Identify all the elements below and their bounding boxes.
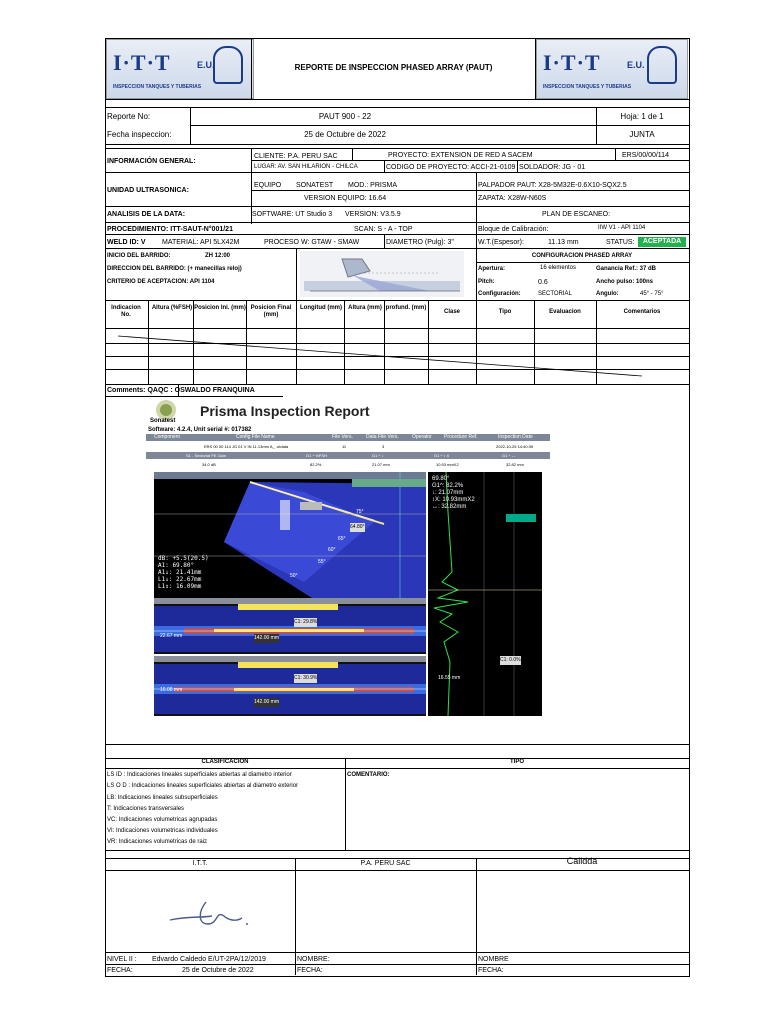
angle-6480: 64.80° xyxy=(350,524,365,530)
zapata: ZAPATA: X28W-N60S xyxy=(478,195,547,202)
clasif-item-5: VI: Indicaciones volumetricas individuales xyxy=(107,828,218,834)
pitch-value: 0.6 xyxy=(538,279,548,286)
wt-label: W.T.(Espesor): xyxy=(478,239,524,246)
ganancia: Ganancia Ref.: 37 dB xyxy=(596,266,657,272)
inicio-barrido-value: ZH 12:00 xyxy=(205,253,231,259)
angle-55: 55° xyxy=(318,559,326,565)
diametro: DIAMETRO (Pulg): 3" xyxy=(386,239,454,246)
equipo-sonatest: SONATEST xyxy=(296,182,334,189)
firma-itt: I.T.T. xyxy=(192,860,208,867)
prisma-cell-filevers: 11 xyxy=(342,444,347,449)
report-title: REPORTE DE INSPECCION PHASED ARRAY (PAUT) xyxy=(294,63,493,72)
ascan-depth-label: 16.55 mm xyxy=(438,675,461,681)
col-altura-mm: Altura (mm) xyxy=(348,305,382,311)
clasif-item-0: LS ID : Indicaciones lineales superficiales abiertas al diametro interior xyxy=(107,772,292,778)
status-label: STATUS: xyxy=(606,239,635,246)
reporte-no-value: PAUT 900 - 22 xyxy=(318,112,372,121)
fecha-calidda-label: FECHA: xyxy=(478,967,504,974)
gate-v4: 32.82 mm xyxy=(506,462,524,467)
prisma-col-procref: Procedure Ref. xyxy=(444,434,478,440)
table-cancel-line xyxy=(118,334,642,378)
fecha-inspeccion-value: 25 de Octubre de 2022 xyxy=(304,130,386,139)
plan-escaneo: PLAN DE ESCANEO: xyxy=(542,211,611,218)
lugar: LUGAR: AV. SAN HILARION - CHILCA xyxy=(254,164,358,170)
equipo-mod: MOD.: PRISMA xyxy=(348,182,398,189)
clasif-item-4: VC: Indicaciones volumetricas agrupadas xyxy=(107,817,218,823)
configuracion-label: Configuración: xyxy=(478,291,521,297)
signature xyxy=(168,898,258,932)
angle-50: 50° xyxy=(290,573,298,579)
prisma-col-datavers: Data File Vers. xyxy=(366,434,399,440)
firma-pa: P.A. PERU SAC xyxy=(360,860,411,867)
sonatest-brand: Sonatest xyxy=(150,418,176,424)
top-cscan-c1: C1: 29.8% xyxy=(294,619,318,625)
gate-v3: 10.93 mmX2 xyxy=(436,462,459,467)
nivel-value: Edvardo Caldedo E/UT-2PA/12/2019 xyxy=(152,956,266,963)
logo-eu: E.U. xyxy=(197,60,215,70)
software: SOFTWARE: UT Studio 3 xyxy=(252,211,333,218)
logo-eu: E.U. xyxy=(627,60,645,70)
soldador: SOLDADOR: JG - 01 xyxy=(519,164,586,171)
logo-sub: INSPECCION TANQUES Y TUBERIAS xyxy=(113,84,202,90)
hoja: Hoja: 1 de 1 xyxy=(620,112,664,121)
gate-v0: 34.0 dB xyxy=(202,462,216,467)
wt-value: 11.13 mm xyxy=(548,239,579,246)
tipo-title: TIPO xyxy=(509,759,524,765)
ascan-readout-0: 69.80° xyxy=(432,476,450,482)
apertura-value: 16 elementos xyxy=(540,265,577,271)
angle-60: 60° xyxy=(328,547,336,553)
comentario-label: COMENTARIO: xyxy=(347,772,390,778)
junta: JUNTA xyxy=(629,130,655,139)
configuracion-value: SECTORIAL xyxy=(538,291,572,297)
clasif-item-6: VR: Indicaciones volumetricas de raiz xyxy=(107,839,208,845)
angulo-value: 45° - 75° xyxy=(640,291,664,297)
weld-id: WELD ID: V xyxy=(107,239,146,246)
config-title: CONFIGURACION PHASED ARRAY xyxy=(531,253,633,259)
itt-logo-right xyxy=(536,39,688,99)
hand-icon xyxy=(213,46,243,84)
clasif-item-1: LS O D : Indicaciones lineales superficiales abiertas al diametro exterior xyxy=(107,783,299,789)
gate-v2: 21.07 mm xyxy=(372,462,390,467)
prisma-col-config: Config File Name xyxy=(236,434,275,440)
logo-text: I·T·T xyxy=(543,50,601,75)
angle-75: 75° xyxy=(356,509,364,515)
col-longitud: Longitud (mm) xyxy=(300,305,342,311)
inicio-barrido: INICIO DEL BARRIDO: xyxy=(107,253,171,259)
ascan-readout-1: G1^: 82.2% xyxy=(432,483,464,489)
status-badge: ACEPTADA xyxy=(638,237,686,247)
cliente: CLIENTE: P.A. PERU SAC xyxy=(254,153,338,160)
col-tipo: Tipo xyxy=(498,309,512,315)
logo-sub: INSPECCION TANQUES Y TUBERIAS xyxy=(543,84,632,90)
col-comentarios: Comentarios xyxy=(623,309,661,315)
itt-logo-left xyxy=(106,39,254,99)
prisma-col-operator: Operator xyxy=(412,434,432,440)
bloque-calibracion: Bloque de Calibración: xyxy=(478,226,549,233)
prisma-cell-date: 2022-10-25 14:40:39 xyxy=(496,444,534,449)
ascan-readout-4: ↔: 32.82mm xyxy=(432,504,467,510)
top-cscan-label-b: 142.00 mm xyxy=(254,635,280,641)
palpador: PALPADOR PAUT: X28-5M32E-0.6X10-SQX2.5 xyxy=(478,182,627,189)
fecha-itt-value: 25 de Octubre de 2022 xyxy=(182,967,254,974)
comments: Comments: QAQC : OSWALDO FRANQUINA xyxy=(107,387,255,394)
top-cscan-label-a: 22.67 mm xyxy=(160,633,183,639)
gate-v1: 82.2% xyxy=(310,462,322,467)
prisma-cell-config: ERS 00 00 114 JG 01 V IN 11.13mm A_ .utdata xyxy=(204,444,289,449)
gate-h2: G1 ^ ↓ xyxy=(372,453,384,458)
col-altura-fsh: Altura (%FSH) xyxy=(151,305,193,311)
prisma-cell-datavers: 3 xyxy=(382,444,385,449)
sscan-readout-3: L1↓: 22.67mm xyxy=(158,576,202,583)
fecha-itt-label: FECHA: xyxy=(107,967,133,974)
sscan-readout-4: L1↕: 16.09mm xyxy=(158,583,202,590)
software-version: VERSION: V3.5.9 xyxy=(345,211,401,218)
scan: SCAN: S - A - TOP xyxy=(354,226,413,233)
hand-icon xyxy=(647,46,677,84)
sscan-readout-2: A1↓: 21.41mm xyxy=(158,569,202,576)
angulo-label: Angulo: xyxy=(596,291,619,297)
nivel-label: NIVEL II : xyxy=(107,956,137,963)
ancho-pulso: Ancho pulso: 100ns xyxy=(596,279,654,285)
prisma-col-date: Inspection Date xyxy=(498,434,533,440)
equipo-label: EQUIPO xyxy=(254,182,282,189)
fecha-pa-label: FECHA: xyxy=(297,967,323,974)
sscan-readout-0: dB: +5.5(20.5) xyxy=(158,555,209,562)
logo-text: I·T·T xyxy=(113,50,171,75)
apertura-label: Apertura: xyxy=(478,266,506,272)
direccion-barrido: DIRECCION DEL BARRIDO: (+ manecillas reloj) xyxy=(107,266,242,272)
codigo-proyecto: CODIGO DE PROYECTO: ACCI-21-0109 xyxy=(386,164,516,171)
bottom-cscan-label-b: 142.00 mm xyxy=(254,699,280,705)
bottom-cscan-c1: C1: 30.9% xyxy=(294,675,318,681)
procedimiento: PROCEDIMIENTO: ITT-SAUT-N°001/21 xyxy=(107,226,233,233)
informacion-general-label: INFORMACIÓN GENERAL: xyxy=(107,158,196,165)
pitch-label: Pitch: xyxy=(478,279,495,285)
sscan-readout-1: A1: 69.80° xyxy=(158,562,195,569)
material: MATERIAL: API 5LX42M xyxy=(162,239,240,246)
gate-h0: S1 - Sectorial PE Gain xyxy=(186,453,227,458)
ascan-readout-2: ↓: 21.07mm xyxy=(432,490,464,496)
clasif-item-3: T: Indicaciones transversales xyxy=(107,806,185,812)
prisma-col-component: Component xyxy=(154,434,180,440)
proceso: PROCESO W: GTAW - SMAW xyxy=(264,239,360,246)
prisma-software: Software: 4.2.4, Unit serial #: 017382 xyxy=(148,427,252,433)
col-clase: Clase xyxy=(443,309,460,315)
analisis-label: ANALISIS DE LA DATA: xyxy=(107,211,186,218)
gate-h1: G1 ^ %FSH xyxy=(306,453,327,458)
bottom-cscan xyxy=(154,656,426,716)
col-indicacion: Indicacion No. xyxy=(111,305,141,318)
clasif-item-2: LB: Indicaciones lineales subsuperficiales xyxy=(107,795,218,801)
prisma-col-filevers: File Vers. xyxy=(332,434,353,440)
fecha-inspeccion-label: Fecha inspeccion: xyxy=(107,130,172,139)
col-posicion-ini: Posicion Ini. (mm) xyxy=(194,305,246,311)
prisma-title: Prisma Inspection Report xyxy=(200,403,370,419)
nombre-calidda: NOMBRE xyxy=(478,956,509,963)
probe-diagram xyxy=(300,251,464,297)
clasificacion-title: CLASIFICACION xyxy=(201,759,249,765)
criterio-aceptacion: CRITERIO DE ACEPTACION: API 1104 xyxy=(107,279,215,285)
bottom-cscan-label-a: 16.08 mm xyxy=(160,687,183,693)
ascan-readout-3: ↕X: 10.93mmX2 xyxy=(432,497,475,503)
reporte-no-label: Reporte No: xyxy=(107,112,151,121)
proyecto: PROYECTO: EXTENSION DE RED A SACEM xyxy=(388,152,533,159)
gate-h3: G1 ^ ↕ X xyxy=(434,453,450,458)
col-posicion-final: Posicion Final (mm) xyxy=(250,305,292,318)
prisma-report-image xyxy=(146,398,550,718)
gate-h4: G1 ^ ↔ xyxy=(502,453,516,458)
nombre-pa: NOMBRE: xyxy=(297,956,330,963)
col-profundidad: profund. (mm) xyxy=(385,305,427,311)
top-cscan xyxy=(154,598,426,654)
ers: ERS/00/00/114 xyxy=(622,152,669,159)
col-evaluacion: Evaluacion xyxy=(549,309,581,315)
bloque-calibracion-value: IIW V1 - API 1104 xyxy=(598,225,646,231)
ascan-c1-label: C1: 0.0% xyxy=(500,657,521,663)
version-equipo: VERSION EQUIPO: 16.64 xyxy=(304,195,387,202)
unidad-ultrasonica-label: UNIDAD ULTRASONICA: xyxy=(107,187,189,194)
firma-calidda: Calidda xyxy=(566,856,598,866)
angle-65: 65° xyxy=(338,536,346,542)
